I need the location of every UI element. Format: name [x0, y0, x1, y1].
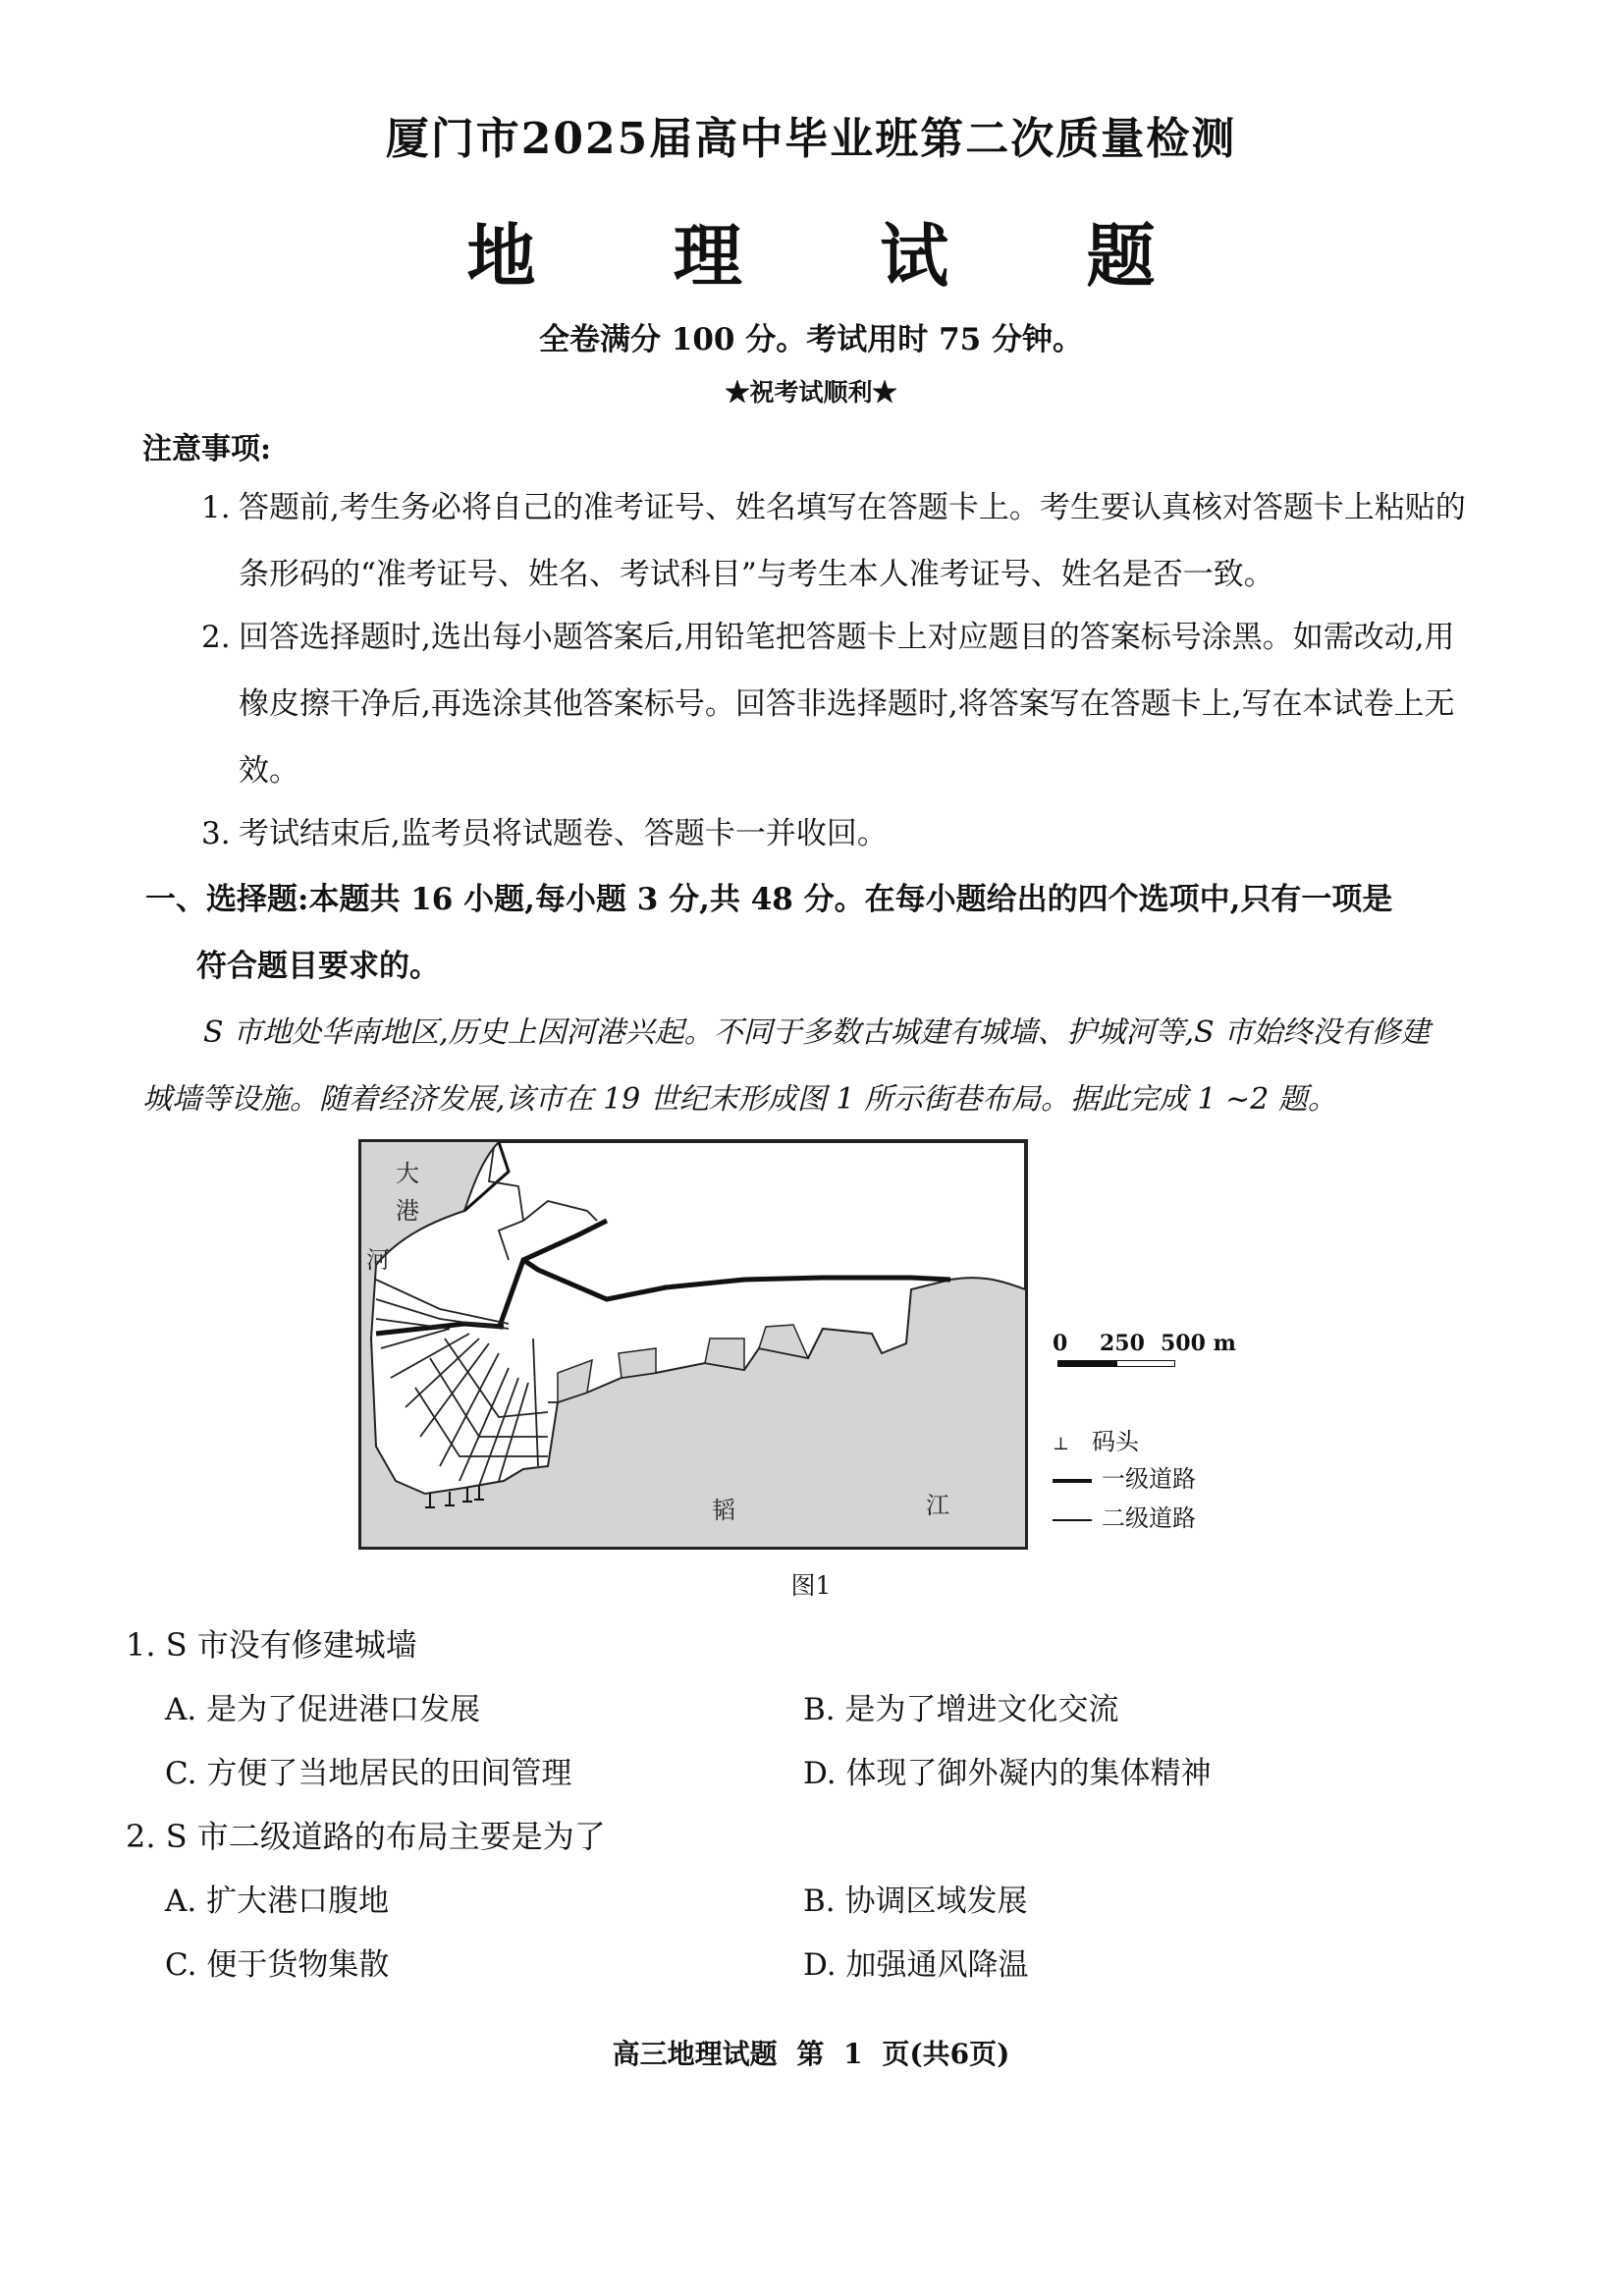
notice-item-text: 回答选择题时,选出每小题答案后,用铅笔把答题卡上对应题目的答案标号涂黑。如需改动,用橡皮擦干净后,再选涂其他答案标号。回答非选择题时,将答案写在答题卡上,写在本试卷上无效。	[239, 620, 1455, 789]
scale-label-250: 250	[1100, 1331, 1145, 1356]
question-1-option-d: D. 体现了御外凝内的集体精神	[803, 1756, 1212, 1791]
figure-caption: 图1	[790, 1571, 832, 1600]
legend-primary-label: 一级道路	[1102, 1465, 1196, 1493]
question-2-stem: 2. S 市二级道路的布局主要是为了	[126, 1818, 606, 1855]
exam-header-title: 厦门市2025届高中毕业班第二次质量检测	[385, 114, 1237, 164]
question-2-option-a: A. 扩大港口腹地	[165, 1884, 390, 1919]
scale-label-500: 500 m	[1161, 1331, 1236, 1356]
scale-label-0: 0	[1053, 1331, 1068, 1356]
question-2-option-b: B. 协调区域发展	[803, 1884, 1028, 1919]
basin	[619, 1348, 656, 1378]
good-luck-line: ★祝考试顺利★	[725, 378, 897, 407]
question-1-option-c: C. 方便了当地居民的田间管理	[165, 1756, 572, 1791]
section-heading-line: 一、选择题:本题共 16 小题,每小题 3 分,共 48 分。在每小题给出的四个选项中,只有一项是	[145, 882, 1393, 917]
legend-secondary-label: 二级道路	[1102, 1504, 1196, 1532]
scale-bar-light	[1116, 1360, 1175, 1367]
scale-bar-dark	[1057, 1360, 1116, 1367]
notice-item-number: 2.	[201, 620, 231, 655]
water-label: 韬	[712, 1497, 735, 1524]
water-label: 江	[926, 1492, 949, 1519]
notice-item-1	[201, 474, 1478, 608]
scale-bar	[1053, 1331, 1236, 1380]
river-label: 河	[366, 1246, 390, 1274]
legend-primary-road	[1053, 1459, 1196, 1494]
section-heading-continuation: 符合题目要求的。	[196, 949, 440, 984]
street-map-figure	[358, 1139, 1028, 1550]
river-label: 大	[396, 1160, 419, 1187]
basin	[705, 1339, 744, 1370]
exam-info: 全卷满分 100 分。考试用时 75 分钟。	[538, 322, 1084, 357]
notice-item-number: 3.	[201, 816, 231, 851]
secondary-road-icon	[1053, 1519, 1092, 1521]
question-1-option-a: A. 是为了促进港口发展	[165, 1692, 481, 1727]
section-heading	[145, 866, 1451, 1000]
legend-pier-label: 码头	[1092, 1428, 1139, 1455]
land-area	[371, 1142, 1025, 1494]
question-2-option-c: C. 便于货物集散	[165, 1947, 390, 1983]
primary-road-icon	[1053, 1479, 1092, 1483]
question-1-stem: 1. S 市没有修建城墙	[126, 1626, 417, 1664]
notice-item-text: 考试结束后,监考员将试题卷、答题卡一并收回。	[239, 816, 888, 851]
subject-title: 地 理 试 题	[466, 215, 1193, 297]
page-footer: 高三地理试题 第 1 页(共6页)	[612, 2038, 1010, 2070]
legend-secondary-road	[1053, 1499, 1196, 1533]
question-2-option-d: D. 加强通风降温	[803, 1947, 1029, 1983]
notice-item-text: 答题前,考生务必将自己的准考证号、姓名填写在答题卡上。考生要认真核对答题卡上粘贴的条形码的“准考证号、姓名、考试科目”与考生本人准考证号、姓名是否一致。	[239, 490, 1466, 592]
question-1-option-b: B. 是为了增进文化交流	[803, 1692, 1119, 1727]
notice-item-number: 1.	[201, 490, 231, 525]
notice-item-2	[201, 604, 1478, 804]
notice-item-3	[201, 800, 1478, 867]
legend-pier	[1053, 1422, 1139, 1456]
notice-heading: 注意事项:	[142, 432, 272, 466]
river-label: 港	[396, 1197, 419, 1225]
question-intro-paragraph: S 市地处华南地区,历史上因河港兴起。不同于多数古城建有城墙、护城河等,S 市始终没有修建城墙等设施。随着经济发展,该市在 19 世纪末形成图 1 所示街巷布局。据此完成 1 ~2 题。	[142, 1015, 1431, 1117]
pier-icon: ⊥	[1053, 1434, 1069, 1454]
